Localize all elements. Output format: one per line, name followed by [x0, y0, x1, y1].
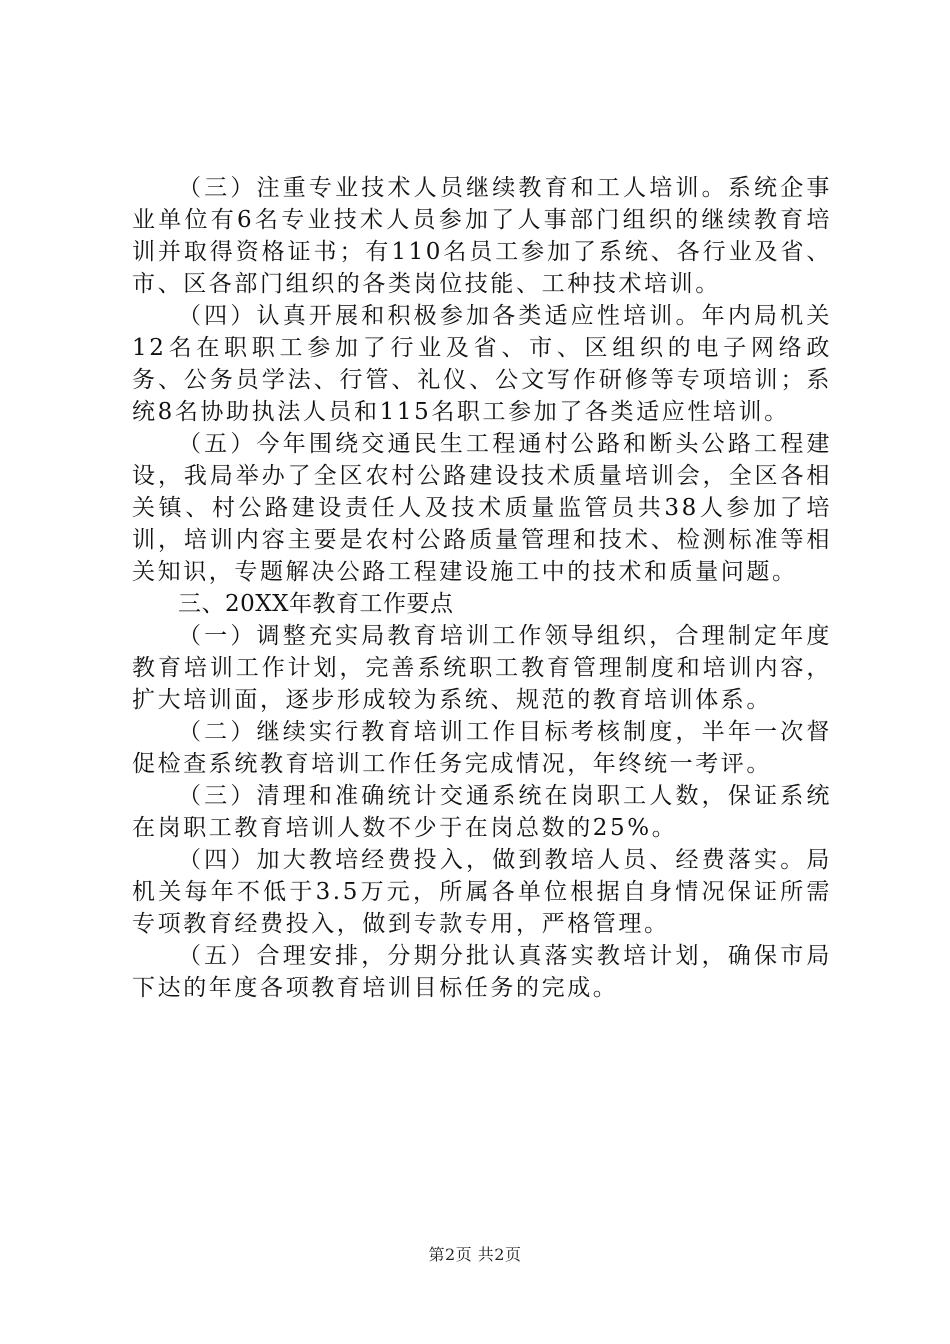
paragraph-rural-road-training: （五）今年围绕交通民生工程通村公路和断头公路工程建设，我局举办了全区农村公路建设技术质量培训会，全区各相关镇、村公路建设责任人及技术质量监管员共38人参加了培训，培训内容主要是农村公路质量管理和技术、检测标准等相关知识，专题解决公路工程建设施工中的技术和质量问题。 [132, 431, 832, 585]
paragraph-point-1: （一）调整充实局教育培训工作领导组织，合理制定年度教育培训工作计划，完善系统职工教育管理制度和培训内容，扩大培训面，逐步形成较为系统、规范的教育培训体系。 [132, 623, 832, 713]
paragraph-adaptive-training: （四）认真开展和积极参加各类适应性培训。年内局机关12名在职职工参加了行业及省、市、区组织的电子网络政务、公务员学法、行管、礼仪、公文写作研修等专项培训；系统8名协助执法人员和115名职工参加了各类适应性培训。 [132, 303, 832, 425]
section-heading: 三、20XX年教育工作要点 [178, 591, 454, 617]
paragraph-point-5: （五）合理安排，分期分批认真落实教培计划，确保市局下达的年度各项教育培训目标任务的完成。 [132, 943, 832, 1001]
paragraph-point-2: （二）继续实行教育培训工作目标考核制度，半年一次督促检查系统教育培训工作任务完成情况，年终统一考评。 [132, 719, 832, 777]
paragraph-point-3: （三）清理和准确统计交通系统在岗职工人数，保证系统在岗职工教育培训人数不少于在岗总数的25%。 [132, 783, 832, 841]
page-number-footer: 第2页 共2页 [428, 1245, 522, 1264]
paragraph-point-4: （四）加大教培经费投入，做到教培人员、经费落实。局机关每年不低于3.5万元，所属各单位根据自身情况保证所需专项教育经费投入，做到专款专用，严格管理。 [132, 847, 832, 937]
paragraph-continuing-education: （三）注重专业技术人员继续教育和工人培训。系统企事业单位有6名专业技术人员参加了人事部门组织的继续教育培训并取得资格证书；有110名员工参加了系统、各行业及省、市、区各部门组织的各类岗位技能、工种技术培训。 [132, 175, 832, 297]
document-body [132, 172, 832, 1004]
